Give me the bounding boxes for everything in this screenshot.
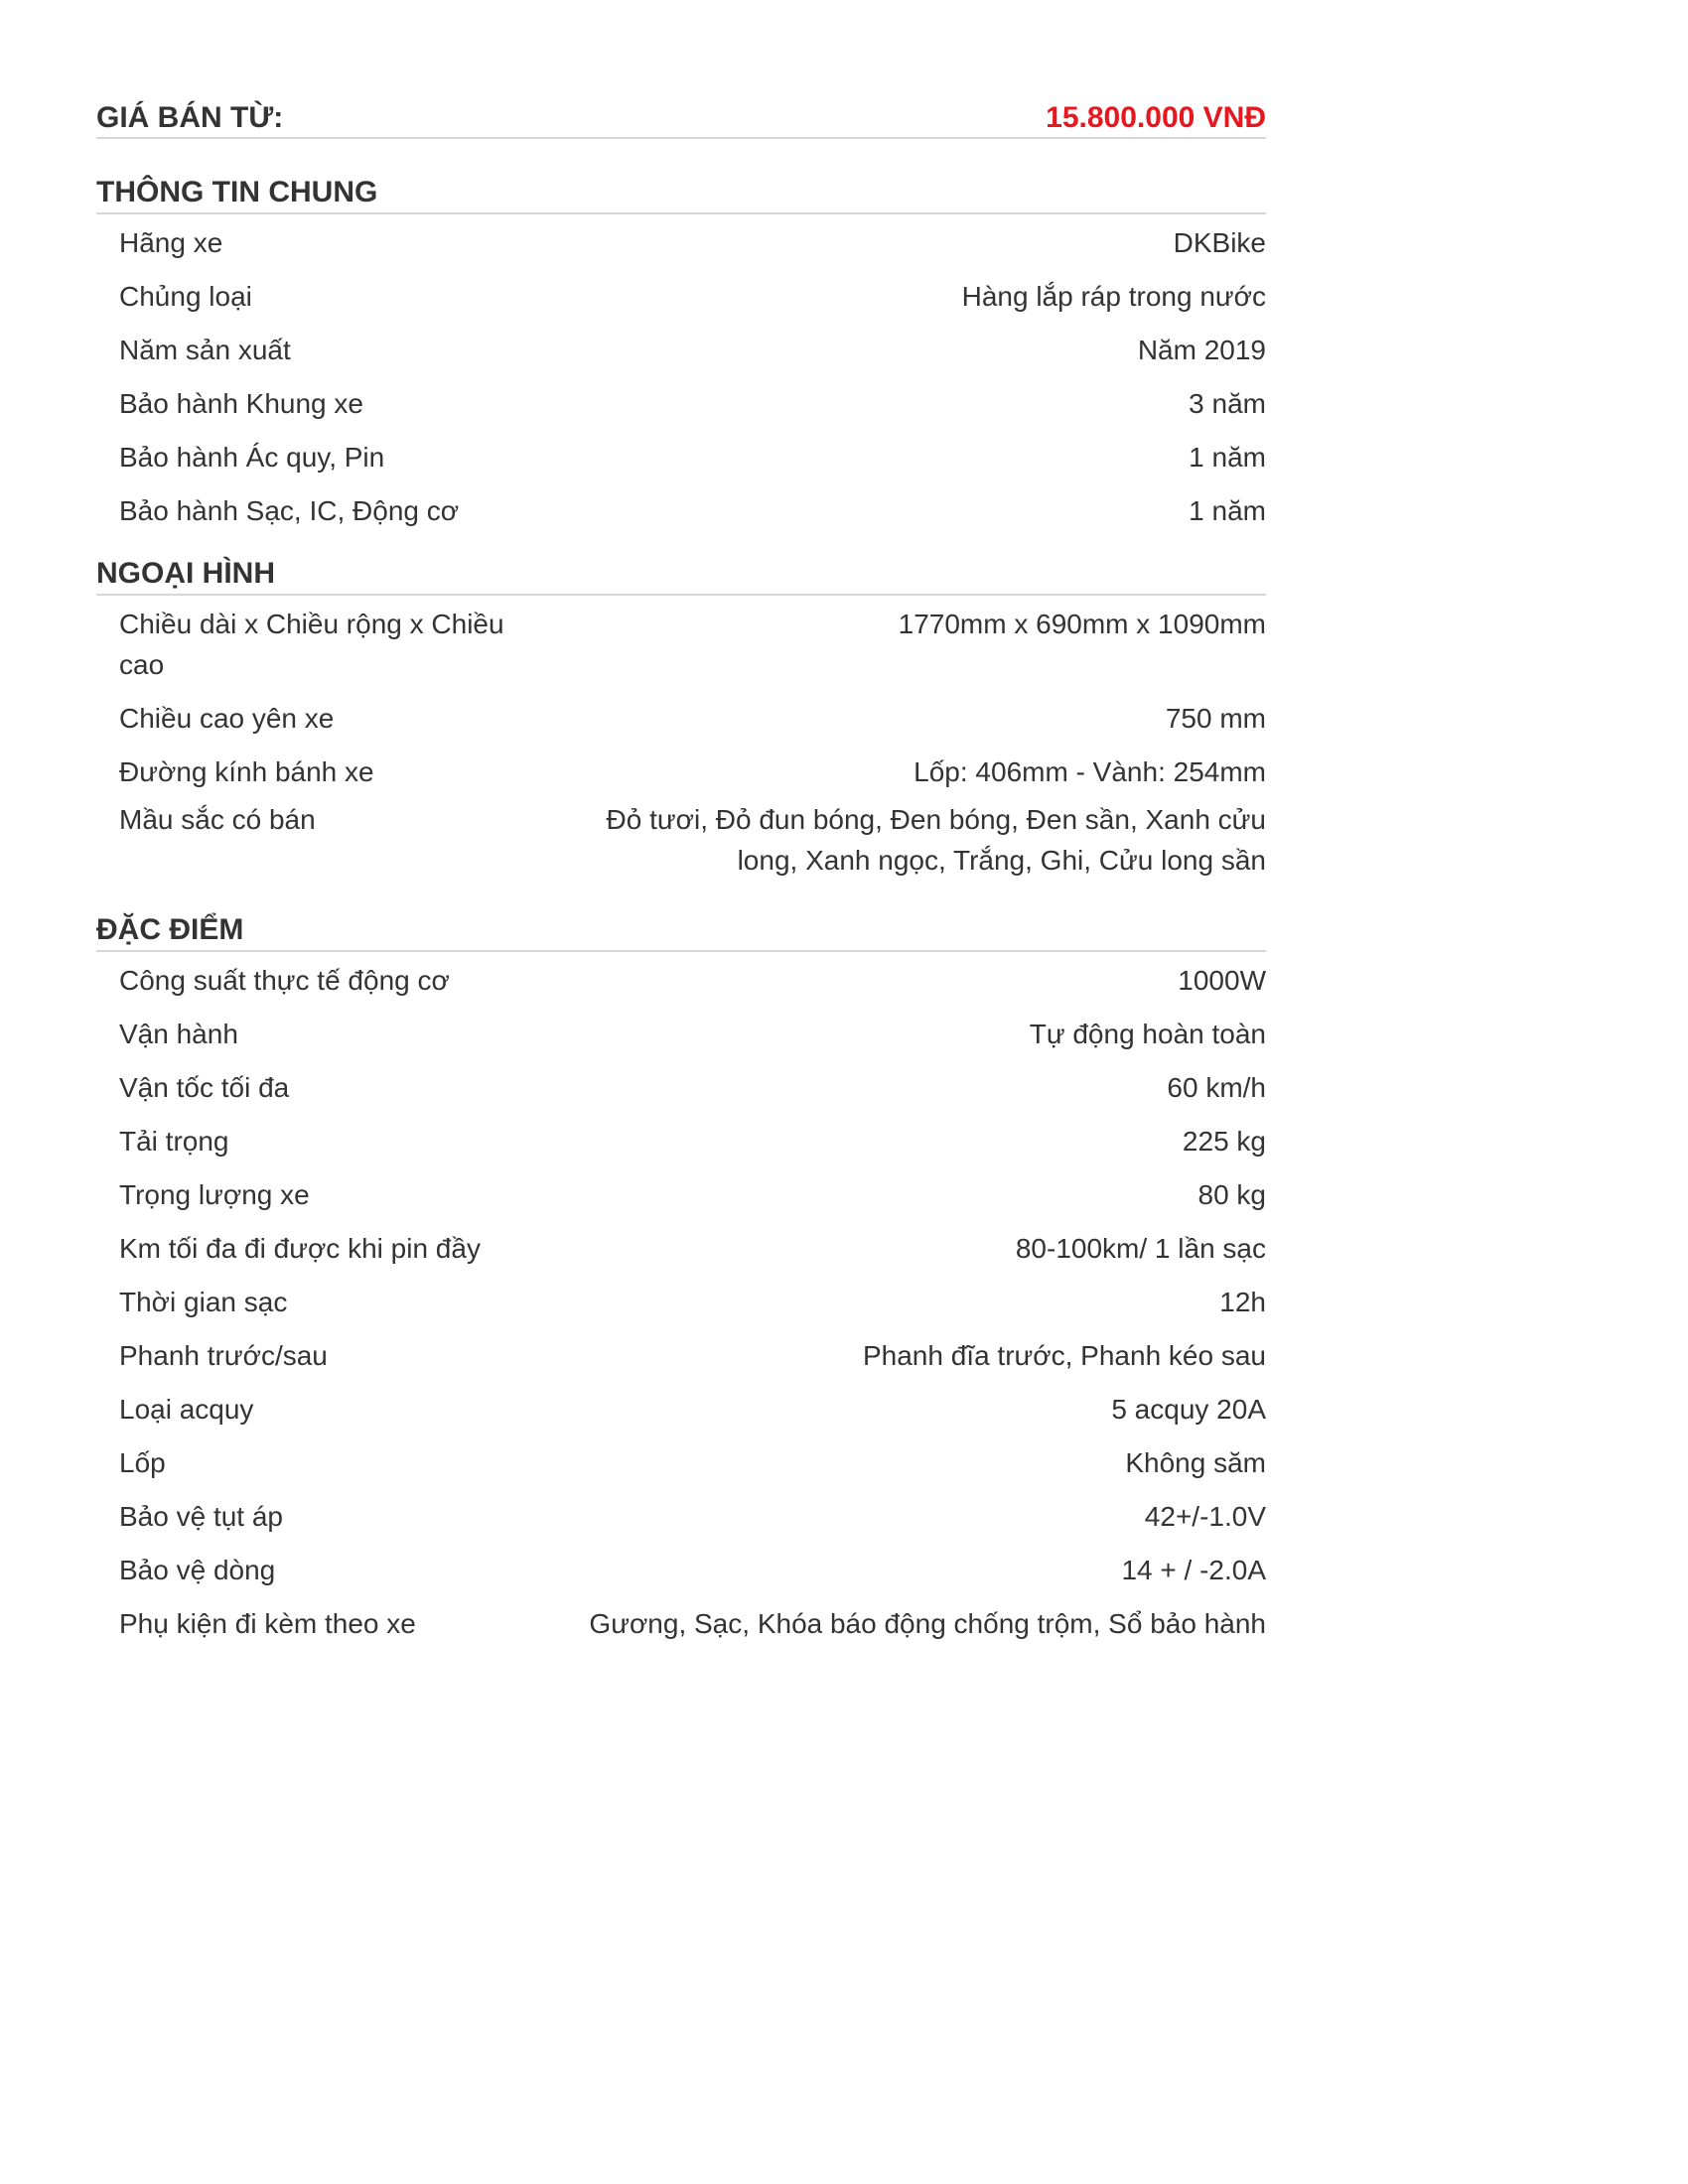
spec-value: 1770mm x 690mm x 1090mm bbox=[898, 609, 1266, 639]
spec-row-charger-warranty bbox=[119, 490, 1266, 544]
spec-value: 42+/-1.0V bbox=[1144, 1501, 1266, 1532]
spec-label: Phụ kiện đi kèm theo xe bbox=[119, 1608, 416, 1639]
spec-value: Lốp: 406mm - Vành: 254mm bbox=[914, 756, 1266, 787]
spec-value: 12h bbox=[1219, 1287, 1266, 1317]
spec-row-frame-warranty bbox=[119, 383, 1266, 437]
spec-value: 3 năm bbox=[1189, 388, 1266, 419]
spec-label: Km tối đa đi được khi pin đầy bbox=[119, 1233, 481, 1264]
section-general-info bbox=[96, 173, 1266, 544]
spec-value: Không săm bbox=[1125, 1447, 1266, 1478]
spec-value: Hàng lắp ráp trong nước bbox=[961, 281, 1266, 312]
spec-label: Hãng xe bbox=[119, 227, 223, 258]
spec-label: Loại acquy bbox=[119, 1394, 254, 1425]
spec-label: Chiều cao yên xe bbox=[119, 703, 335, 734]
spec-row-dimensions bbox=[119, 604, 1266, 698]
section-title: THÔNG TIN CHUNG bbox=[96, 173, 1266, 214]
spec-value: 80 kg bbox=[1197, 1179, 1266, 1210]
spec-value: DKBike bbox=[1173, 227, 1266, 258]
spec-value: 1000W bbox=[1178, 965, 1266, 996]
spec-label: Vận hành bbox=[119, 1019, 238, 1049]
spec-label: Mầu sắc có bán bbox=[119, 804, 316, 835]
spec-row-seat-height bbox=[119, 698, 1266, 751]
spec-label: Phanh trước/sau bbox=[119, 1340, 328, 1371]
spec-row-charge-time bbox=[119, 1282, 1266, 1335]
spec-row-motor-power bbox=[119, 960, 1266, 1014]
spec-label: Bảo hành Sạc, IC, Động cơ bbox=[119, 495, 460, 526]
spec-value: Năm 2019 bbox=[1137, 335, 1266, 365]
spec-value: Đỏ tươi, Đỏ đun bóng, Đen bóng, Đen sần, Xanh cửu long, Xanh ngọc, Trắng, Ghi, Cửu long sần bbox=[606, 804, 1266, 876]
spec-label: Bảo hành Khung xe bbox=[119, 388, 363, 419]
spec-label: Đường kính bánh xe bbox=[119, 756, 374, 787]
spec-row-operation bbox=[119, 1014, 1266, 1067]
spec-row-battery-type bbox=[119, 1389, 1266, 1442]
spec-label: Bảo vệ tụt áp bbox=[119, 1501, 284, 1532]
price-row bbox=[96, 95, 1266, 139]
spec-value: 5 acquy 20A bbox=[1111, 1394, 1266, 1425]
spec-label: Năm sản xuất bbox=[119, 335, 291, 365]
spec-sheet bbox=[96, 95, 1266, 1657]
spec-label: Công suất thực tế động cơ bbox=[119, 965, 450, 996]
spec-value: 60 km/h bbox=[1167, 1072, 1266, 1103]
spec-value: Phanh đĩa trước, Phanh kéo sau bbox=[862, 1340, 1266, 1371]
spec-row-brand bbox=[119, 222, 1266, 276]
spec-row-tires bbox=[119, 1442, 1266, 1496]
spec-row-undervoltage-protection bbox=[119, 1496, 1266, 1550]
spec-row-wheel-diameter bbox=[119, 751, 1266, 799]
spec-row-current-protection bbox=[119, 1550, 1266, 1603]
spec-label: Vận tốc tối đa bbox=[119, 1072, 290, 1103]
spec-row-brakes bbox=[119, 1335, 1266, 1389]
spec-value: 14 + / -2.0A bbox=[1121, 1555, 1266, 1585]
spec-row-type bbox=[119, 276, 1266, 330]
section-features bbox=[96, 910, 1266, 1657]
spec-value: 750 mm bbox=[1165, 703, 1266, 734]
section-title: ĐẶC ĐIỂM bbox=[96, 910, 1266, 952]
spec-row-weight bbox=[119, 1174, 1266, 1228]
spec-value: Tự động hoàn toàn bbox=[1029, 1019, 1266, 1049]
spec-row-colors bbox=[119, 799, 1266, 898]
section-title: NGOẠI HÌNH bbox=[96, 554, 1266, 596]
spec-label: Bảo vệ dòng bbox=[119, 1555, 276, 1585]
spec-value: Gương, Sạc, Khóa báo động chống trộm, Sổ bảo hành bbox=[589, 1608, 1266, 1639]
spec-label: Lốp bbox=[119, 1447, 166, 1478]
spec-row-max-speed bbox=[119, 1067, 1266, 1121]
spec-rows bbox=[96, 604, 1266, 898]
spec-value: 1 năm bbox=[1189, 442, 1266, 473]
spec-value: 80-100km/ 1 lần sạc bbox=[1015, 1233, 1266, 1264]
spec-label: Tải trọng bbox=[119, 1126, 229, 1157]
spec-label: Bảo hành Ác quy, Pin bbox=[119, 442, 385, 473]
spec-label: Chiều dài x Chiều rộng x Chiều cao bbox=[119, 609, 504, 680]
spec-row-year bbox=[119, 330, 1266, 383]
spec-label: Thời gian sạc bbox=[119, 1287, 288, 1317]
spec-value: 225 kg bbox=[1182, 1126, 1266, 1157]
spec-row-accessories bbox=[119, 1603, 1266, 1657]
section-appearance bbox=[96, 554, 1266, 898]
spec-row-load bbox=[119, 1121, 1266, 1174]
spec-rows bbox=[96, 222, 1266, 544]
price-label: GIÁ BÁN TỪ: bbox=[96, 101, 284, 134]
spec-value: 1 năm bbox=[1189, 495, 1266, 526]
spec-rows bbox=[96, 960, 1266, 1657]
spec-label: Trọng lượng xe bbox=[119, 1179, 310, 1210]
spec-label: Chủng loại bbox=[119, 281, 252, 312]
price-value: 15.800.000 VNĐ bbox=[1046, 101, 1266, 134]
spec-row-range bbox=[119, 1228, 1266, 1282]
spec-row-battery-warranty bbox=[119, 437, 1266, 490]
